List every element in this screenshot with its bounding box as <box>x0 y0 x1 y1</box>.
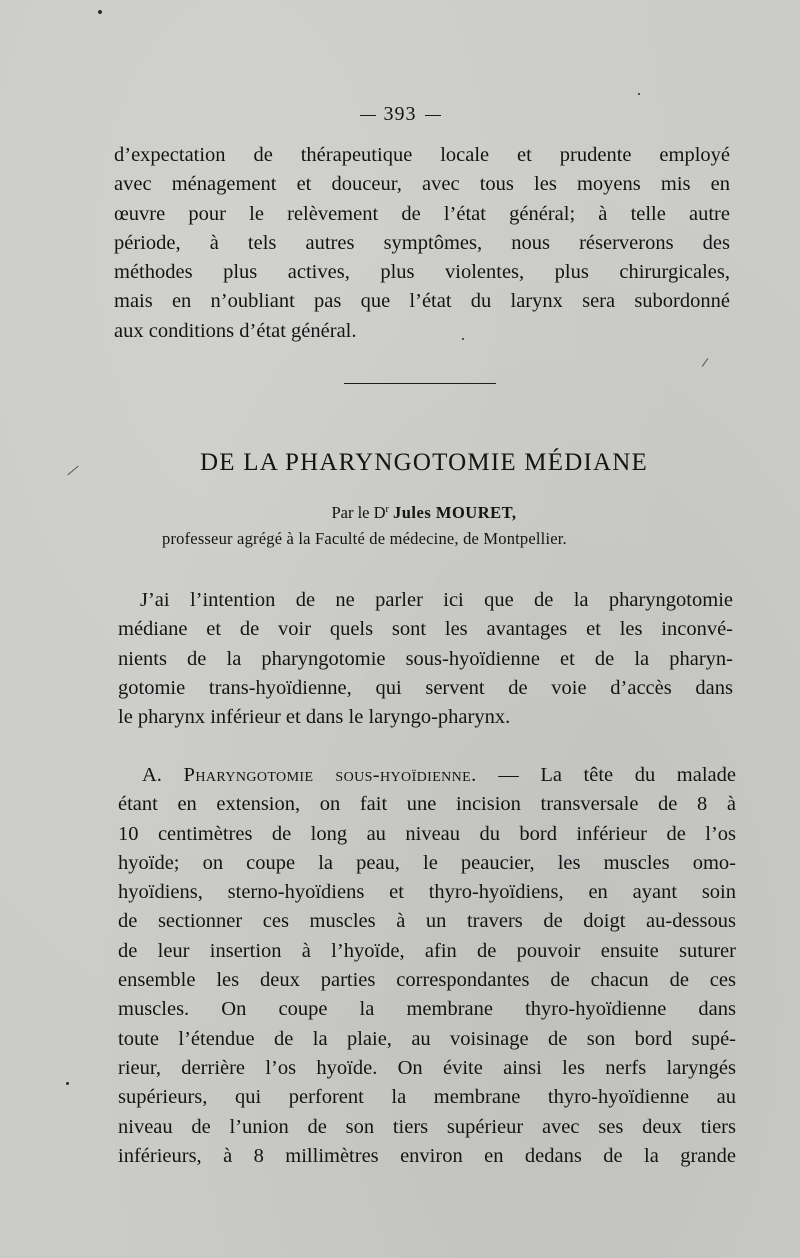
text-line: étant en extension, on fait une incision transversale de 8 à <box>118 793 736 816</box>
text-line: 10 centimètres de long au niveau du bord inférieur de l’os <box>118 822 736 845</box>
ink-speck <box>98 10 102 14</box>
ink-speck <box>66 1082 69 1085</box>
page-number-value: 393 <box>383 103 417 125</box>
page-number <box>0 103 800 126</box>
byline-prefix: Par le D <box>331 503 386 522</box>
text-line: J’ai l’intention de ne parler ici que de la pharyngotomie <box>140 589 733 611</box>
text-line: nients de la pharyngotomie sous-hyoïdienne et de la pharyn- <box>118 647 733 670</box>
page-number-dash-right <box>425 115 441 116</box>
text-line: période, à tels autres symptômes, nous réserverons des <box>114 231 730 254</box>
author-name: Jules MOURET, <box>393 503 517 522</box>
text-line: aux conditions d’état général. <box>114 319 357 342</box>
section-a-first-line-rest: — La tête du malade <box>476 764 736 786</box>
text-line: œuvre pour le relèvement de l’état général; à telle autre <box>114 202 730 225</box>
text-line: médiane et de voir quels sont les avantages et les inconvé- <box>118 618 733 641</box>
previous-paragraph <box>114 141 730 346</box>
page-number-dash-left <box>360 115 376 116</box>
scan-mark <box>702 358 709 367</box>
byline-superscript: r <box>385 504 389 515</box>
text-line: rieur, derrière l’os hyoïde. On évite ainsi les nerfs laryngés <box>118 1056 736 1079</box>
text-line: méthodes plus actives, plus violentes, plus chirurgicales, <box>114 261 730 284</box>
section-a-heading: Pharyngotomie sous-hyoïdienne. <box>183 764 477 786</box>
section-a-label: A. <box>142 764 184 786</box>
section-a-first-line <box>118 761 736 790</box>
text-line: de sectionner ces muscles à un travers de doigt au-dessous <box>118 910 736 933</box>
text-line: gotomie trans-hyoïdienne, qui servent de voie d’accès dans <box>118 676 733 699</box>
text-line: avec ménagement et douceur, avec tous les moyens mis en <box>114 173 730 196</box>
text-line: mais en n’oubliant pas que l’état du larynx sera subordonné <box>114 290 730 313</box>
section-separator-rule <box>344 383 496 384</box>
text-line: supérieurs, qui perforent la membrane thyro-hyoïdienne au <box>118 1086 736 1109</box>
author-affiliation: professeur agrégé à la Faculté de médecine, de Montpellier. <box>162 529 567 548</box>
ink-speck <box>638 93 640 95</box>
text-line: ensemble les deux parties correspondantes de chacun de ces <box>118 969 736 992</box>
text-line: le pharynx inférieur et dans le laryngo-pharynx. <box>118 706 511 729</box>
text-line: inférieurs, à 8 millimètres environ en dedans de la grande <box>118 1144 736 1167</box>
text-line: hyoïde; on coupe la peau, le peaucier, les muscles omo- <box>118 851 736 874</box>
byline <box>0 503 800 523</box>
text-line: de leur insertion à l’hyoïde, afin de pouvoir ensuite suturer <box>118 939 736 962</box>
text-line: d’expectation de thérapeutique locale et prudente employé <box>114 144 730 166</box>
text-line: hyoïdiens, sterno-hyoïdiens et thyro-hyoïdiens, en ayant soin <box>118 881 736 904</box>
text-line: muscles. On coupe la membrane thyro-hyoïdienne dans <box>118 998 736 1021</box>
section-a-paragraph <box>118 761 736 1171</box>
text-line: niveau de l’union de son tiers supérieur avec ses deux tiers <box>118 1115 736 1138</box>
text-line: toute l’étendue de la plaie, au voisinage de son bord supé- <box>118 1027 736 1050</box>
intro-paragraph <box>118 586 733 732</box>
article-title: DE LA PHARYNGOTOMIE MÉDIANE <box>200 449 648 476</box>
